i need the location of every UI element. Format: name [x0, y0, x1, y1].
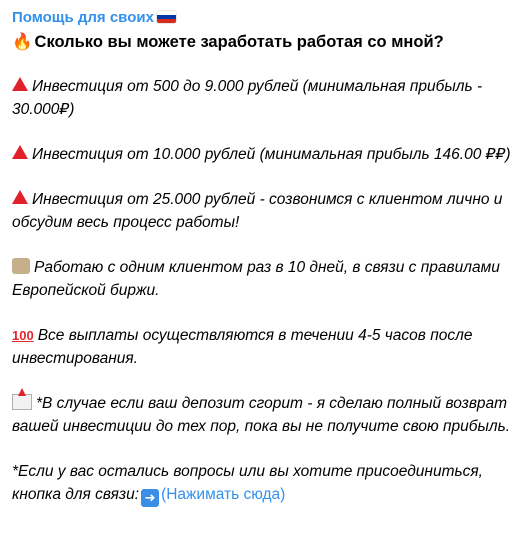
- sender-header[interactable]: [12, 7, 521, 27]
- worker-icon: [12, 258, 30, 274]
- fire-icon: 🔥: [12, 33, 33, 51]
- footer-contact: [12, 460, 517, 507]
- headline-text: Сколько вы можете заработать работая со мной?: [34, 33, 444, 51]
- item-text: *В случае если ваш депозит сгорит - я сделаю полный возврат вашей инвестиции до тех пор, пока вы не получите свою прибыль.: [12, 395, 511, 435]
- right-arrow-icon: ➜: [141, 489, 159, 507]
- info-item-refund: [12, 392, 517, 438]
- investment-item-3: [12, 188, 517, 234]
- red-triangle-icon: [12, 190, 28, 204]
- contact-link[interactable]: (Нажимать сюда): [161, 486, 286, 503]
- item-text: Инвестиция от 10.000 рублей (минимальная прибыль 146.00 ₽₽): [32, 146, 511, 163]
- info-item-payouts: [12, 324, 517, 370]
- investment-item-1: [12, 75, 517, 121]
- russia-flag-icon: [157, 11, 176, 23]
- message-headline: [12, 31, 521, 53]
- hundred-points-icon: 100: [12, 328, 34, 343]
- item-text: Инвестиция от 500 до 9.000 рублей (минимальная прибыль - 30.000₽): [12, 78, 483, 118]
- footer-text: *Если у вас остались вопросы или вы хотите присоединиться, кнопка для связи:: [12, 463, 483, 503]
- info-item-schedule: [12, 256, 517, 302]
- item-text: Все выплаты осуществляются в течении 4-5 часов после инвестирования.: [12, 327, 473, 367]
- sender-name[interactable]: Помощь для своих: [12, 8, 154, 26]
- item-text: Работаю с одним клиентом раз в 10 дней, в связи с правилами Европейской биржи.: [12, 259, 500, 299]
- red-triangle-icon: [12, 77, 28, 91]
- envelope-arrow-icon: [12, 394, 32, 410]
- investment-item-2: [12, 143, 517, 166]
- item-text: Инвестиция от 25.000 рублей - созвонимся с клиентом лично и обсудим весь процесс работы!: [12, 191, 503, 231]
- red-triangle-icon: [12, 145, 28, 159]
